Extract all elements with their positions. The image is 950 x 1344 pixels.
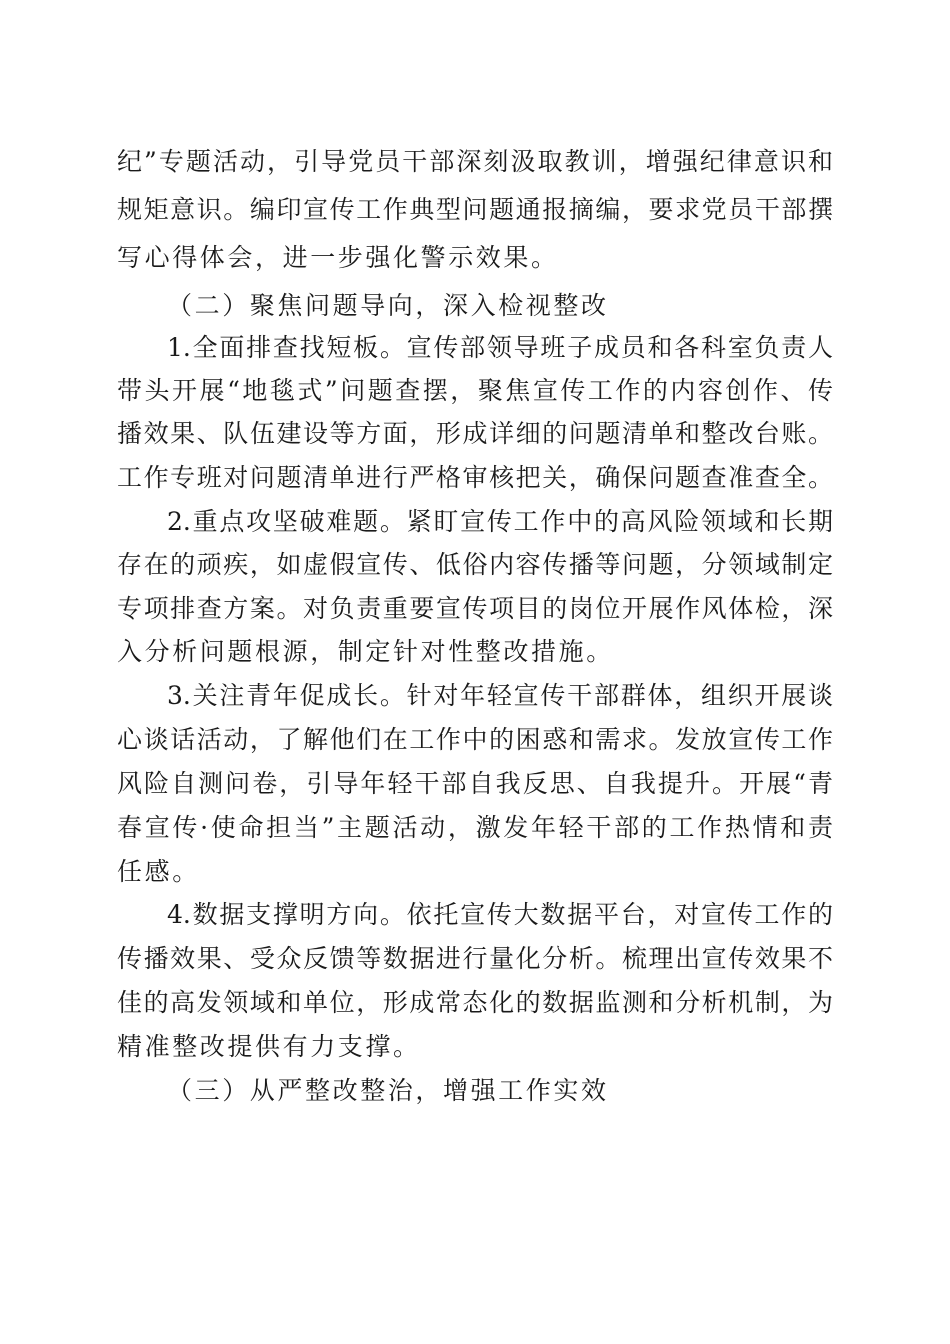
text-line: 4.数据支撑明方向。依托宣传大数据平台，对宣传工作的 <box>167 900 833 929</box>
text-line: 规矩意识。编印宣传工作典型问题通报摘编，要求党员干部撰 <box>117 195 833 224</box>
text-line: 2.重点攻坚破难题。紧盯宣传工作中的高风险领域和长期 <box>167 507 833 536</box>
section-heading-2: （二）聚焦问题导向，深入检视整改 <box>167 291 609 320</box>
text-line: 纪”专题活动，引导党员干部深刻汲取教训，增强纪律意识和 <box>117 147 833 176</box>
text-line: 3.关注青年促成长。针对年轻宣传干部群体，组织开展谈 <box>167 681 833 710</box>
text-line: 传播效果、受众反馈等数据进行量化分析。梳理出宣传效果不 <box>117 944 833 973</box>
text-line: 专项排查方案。对负责重要宣传项目的岗位开展作风体检，深 <box>117 594 833 623</box>
text-line: 任感。 <box>117 857 200 886</box>
text-line: 精准整改提供有力支撑。 <box>117 1032 421 1061</box>
text-line: 带头开展“地毯式”问题查摆，聚焦宣传工作的内容创作、传 <box>117 376 833 405</box>
section-heading-3: （三）从严整改整治，增强工作实效 <box>167 1076 609 1105</box>
text-line: 佳的高发领域和单位，形成常态化的数据监测和分析机制，为 <box>117 988 833 1017</box>
text-line: 工作专班对问题清单进行严格审核把关，确保问题查准查全。 <box>117 463 833 492</box>
text-line: 播效果、队伍建设等方面，形成详细的问题清单和整改台账。 <box>117 419 833 448</box>
text-line: 春宣传·使命担当”主题活动，激发年轻干部的工作热情和责 <box>117 813 833 842</box>
text-line: 风险自测问卷，引导年轻干部自我反思、自我提升。开展“青 <box>117 769 833 798</box>
text-line: 1.全面排查找短板。宣传部领导班子成员和各科室负责人 <box>167 333 833 362</box>
text-line: 入分析问题根源，制定针对性整改措施。 <box>117 637 614 666</box>
text-line: 写心得体会，进一步强化警示效果。 <box>117 243 559 272</box>
text-line: 存在的顽疾，如虚假宣传、低俗内容传播等问题，分领域制定 <box>117 550 833 579</box>
text-line: 心谈话活动，了解他们在工作中的困惑和需求。发放宣传工作 <box>117 725 833 754</box>
